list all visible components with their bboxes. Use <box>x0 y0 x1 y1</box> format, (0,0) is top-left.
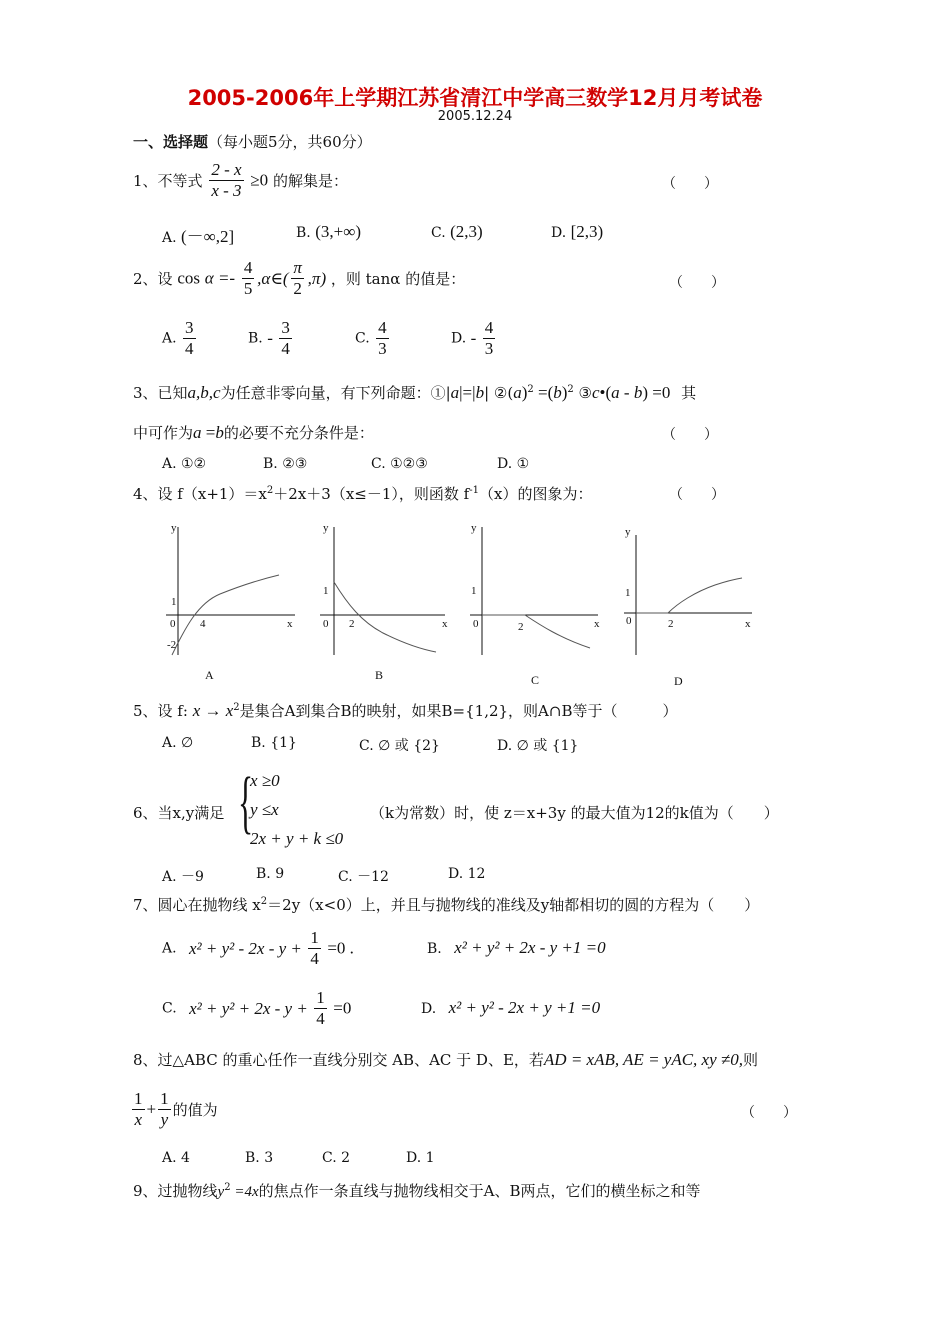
q2-pi-fraction: $\frac{\pi}{2}$ <box>293 258 302 298</box>
exam-title: 2005-2006年上学期江苏省清江中学高三数学12月月考试卷 <box>187 86 763 110</box>
q2-num: 2、设 <box>133 270 173 288</box>
q3-option-c: C. ①②③ <box>371 456 428 472</box>
q7-option-d: D. x² + y² - 2x + y +1 =0 <box>421 998 601 1017</box>
graph-c-tick-2: 2 <box>518 621 524 633</box>
q5-option-a: A. ∅ <box>162 735 194 751</box>
q5-option-c: C. ∅ 或 {2} <box>359 738 440 754</box>
graph-c-origin: 0 <box>473 618 479 630</box>
q8-option-a: A. 4 <box>162 1150 190 1166</box>
q8-option-b: B. 3 <box>245 1150 274 1166</box>
graph-d-x: x <box>745 618 751 630</box>
q1-frac-den: x - 3 <box>211 181 242 200</box>
q2-cos: cos <box>177 268 200 288</box>
graph-a-x: x <box>287 618 293 630</box>
q2-fraction: $\frac{4}{5}$ <box>243 258 253 298</box>
q4-answer-paren: （ ） <box>669 487 725 503</box>
q8-option-d: D. 1 <box>406 1150 435 1166</box>
graph-d-y: y <box>625 526 631 538</box>
question-3-line1: 3、已知a,b,c为任意非零向量，有下列命题：①|a|=|b| $②(a)^2 =(b)^2$ ③c•(a - b) =0 其 <box>133 383 697 402</box>
q2-option-d: D. - $\frac{4}{3}$ <box>451 318 494 358</box>
graph-d <box>624 535 752 655</box>
q8-answer-paren: （ ） <box>741 1105 797 1121</box>
graph-b-origin: 0 <box>323 618 329 630</box>
q6-option-d: D. 12 <box>448 866 486 882</box>
q1-frac-num: 2 - x <box>211 160 242 179</box>
graph-a-tick-1: 1 <box>171 596 177 608</box>
graph-b-tick-2: 2 <box>349 618 355 630</box>
question-8-line2: $\frac{1}{x}$ + $\frac{1}{y}$ 的值为 <box>134 1089 218 1129</box>
q2-tail1: ,π) <box>307 268 327 288</box>
graph-c-y: y <box>471 522 477 534</box>
graph-d-origin: 0 <box>626 615 632 627</box>
question-9: 9、过抛物线$y^2 =4x$的焦点作一条直线与抛物线相交于A、B两点，它们的横坐标之和等 <box>133 1182 701 1200</box>
question-8-line1: 8、过△ABC 的重心任作一直线分别交 AB、AC 于 D、E，若AD = xAB, AE = yAC, xy ≠0,则 <box>133 1050 758 1069</box>
q6-option-a: A. －9 <box>162 869 204 885</box>
q1-option-c: C. (2,3) <box>431 222 483 241</box>
q2-option-b: B. - $\frac{3}{4}$ <box>248 318 290 358</box>
q6-cond-3: 2x + y + k ≤0 <box>250 829 344 848</box>
q6-option-c: C. －12 <box>338 869 389 885</box>
graph-a-tick-neg2: -2 <box>167 639 177 651</box>
question-6-lead: 6、当x,y满足 <box>133 804 225 822</box>
q1-option-b: B. (3,+∞) <box>296 222 361 241</box>
graph-a-tick-4: 4 <box>200 618 206 630</box>
graph-a-y: y <box>171 522 177 534</box>
q6-brace: { <box>238 764 254 841</box>
graph-b-labels <box>323 522 448 682</box>
graph-b-x: x <box>442 618 448 630</box>
q6-cond-1: x ≥0 <box>250 771 280 790</box>
question-4: 4、设 $f(x+1)=x^2+2x+3(x\le-1)$，则函数 $f^{-1}(x)$的图象为： <box>133 485 593 503</box>
q3-answer-paren: （ ） <box>662 427 718 443</box>
q1-rel: ≥0 <box>250 170 269 190</box>
q1-option-d: D. [2,3) <box>551 222 604 241</box>
q8-option-c: C. 2 <box>322 1150 351 1166</box>
graph-a-origin: 0 <box>170 618 176 630</box>
q3-option-b: B. ②③ <box>263 456 308 472</box>
q2-option-a: A. $\frac{3}{4}$ <box>162 318 194 358</box>
graph-c <box>470 527 598 655</box>
graph-c-label: C <box>531 673 540 687</box>
q1-tail: 的解集是： <box>272 172 348 190</box>
q6-option-b: B. 9 <box>256 866 285 882</box>
q5-option-d: D. ∅ 或 {1} <box>497 738 579 754</box>
graph-b-y: y <box>323 522 329 534</box>
question-3-line2: 中可作为a =b的必要不充分条件是： <box>133 423 374 442</box>
graph-d-labels <box>625 526 751 688</box>
question-5: 5、设 f: $x \to x^2$是集合A到集合B的映射，如果B={1,2}，则A∩B等于（ ） <box>133 701 678 720</box>
q7-option-a: A. x² + y² - 2x - y + $\frac{1}{4}$ =0 . <box>162 928 354 968</box>
q2-in: ,α∈( <box>257 268 289 288</box>
graph-c-tick-1: 1 <box>471 585 477 597</box>
q3-option-a: A. ①② <box>162 456 207 472</box>
graph-d-tick-1: 1 <box>625 587 631 599</box>
question-6-tail: （k为常数）时，使 z＝x+3y 的最大值为12的k值为（ ） <box>370 804 779 822</box>
q7-option-c: C. x² + y² + 2x - y + $\frac{1}{4}$ =0 <box>162 988 352 1028</box>
graph-a <box>166 527 295 655</box>
q1-answer-paren: （ ） <box>662 176 718 192</box>
q5-option-b: B. {1} <box>251 735 297 751</box>
exam-date: 2005.12.24 <box>437 109 513 124</box>
section-label: 一、选择题 <box>133 133 209 151</box>
graph-b <box>320 527 445 655</box>
graph-c-labels <box>471 522 600 687</box>
q7-option-b: B. x² + y² + 2x - y +1 =0 <box>427 938 606 957</box>
graph-d-label: D <box>674 674 683 688</box>
q2-answer-paren: （ ） <box>669 275 725 291</box>
q2-alpha-eq: α =- <box>204 268 236 288</box>
q6-cond-2: y ≤x <box>250 800 279 819</box>
graph-b-label: B <box>375 668 384 682</box>
graph-d-tick-2: 2 <box>668 618 674 630</box>
q2-tail2: ，则 tanα 的值是： <box>330 270 466 288</box>
q2-option-c: C. $\frac{4}{3}$ <box>355 318 387 358</box>
graph-a-label: A <box>205 668 214 682</box>
q3-option-d: D. ① <box>497 456 530 472</box>
section-note: （每小题5分，共60分） <box>208 133 372 151</box>
graph-b-tick-1: 1 <box>323 585 329 597</box>
question-7: 7、圆心在抛物线 $x^2=2y(x<0)$上，并且与抛物线的准线及y轴都相切的圆的方程为（ ） <box>133 896 760 914</box>
q1-option-a: A. (－∞,2] <box>162 227 235 246</box>
q1-num: 1、不等式 <box>133 172 203 190</box>
graph-c-x: x <box>594 618 600 630</box>
graph-a-labels <box>167 522 293 682</box>
